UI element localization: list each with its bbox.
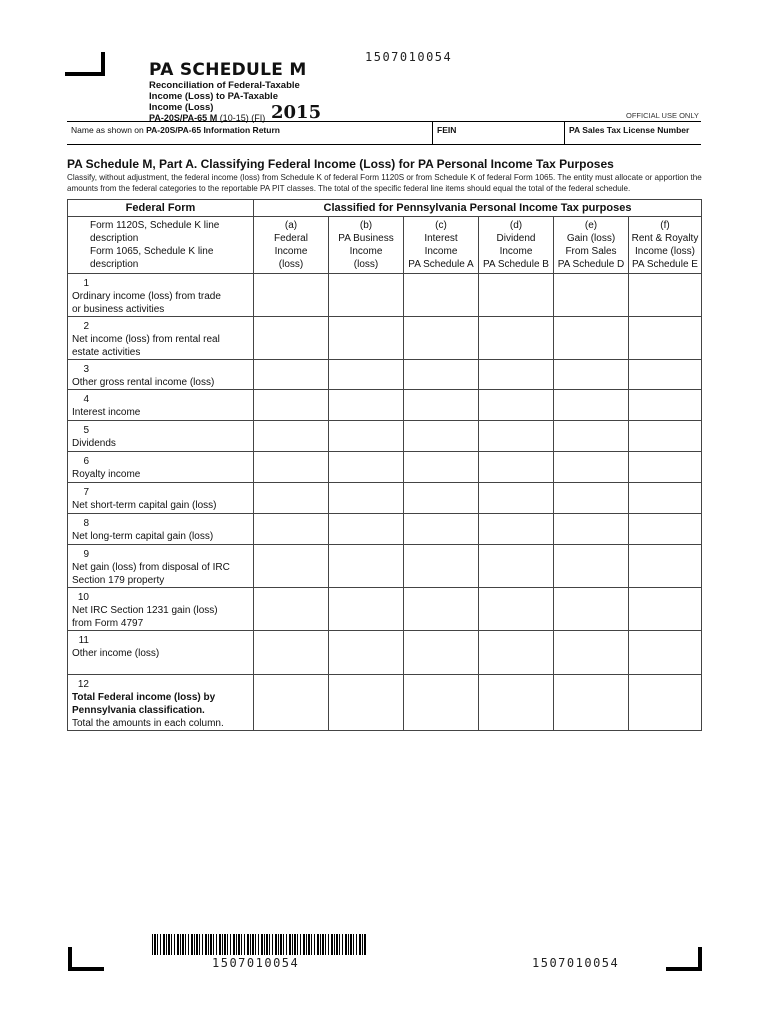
description-line: Form 1065, Schedule K line xyxy=(90,246,214,257)
amount-input-d[interactable] xyxy=(479,317,554,360)
line-label xyxy=(68,483,254,514)
classified-header: Classified for Pennsylvania Personal Income Tax purposes xyxy=(254,200,702,217)
amount-input-b[interactable] xyxy=(329,390,404,421)
amount-input-c[interactable] xyxy=(404,631,479,675)
amount-input-b[interactable] xyxy=(329,274,404,317)
amount-input-e[interactable] xyxy=(554,545,629,588)
line-number: 1 xyxy=(83,278,89,289)
table-row xyxy=(68,274,702,317)
amount-input-d[interactable] xyxy=(479,514,554,545)
total-input-d[interactable] xyxy=(479,675,554,731)
registration-mark-bottom-left xyxy=(68,947,104,971)
description-line: description xyxy=(90,233,139,244)
amount-input-c[interactable] xyxy=(404,390,479,421)
form-code-bold: PA-20S/PA-65 M xyxy=(149,113,218,123)
line-description: Interest income xyxy=(72,407,141,418)
amount-input-e[interactable] xyxy=(554,483,629,514)
total-input-e[interactable] xyxy=(554,675,629,731)
amount-input-f[interactable] xyxy=(629,483,702,514)
line-label xyxy=(68,452,254,483)
column-header-e: (e) Gain (loss) From Sales PA Schedule D xyxy=(554,217,629,274)
amount-input-c[interactable] xyxy=(404,421,479,452)
name-field[interactable] xyxy=(67,122,432,144)
line-description: Dividends xyxy=(72,438,116,449)
amount-input-e[interactable] xyxy=(554,390,629,421)
table-row xyxy=(68,390,702,421)
amount-input-e[interactable] xyxy=(554,274,629,317)
amount-input-c[interactable] xyxy=(404,545,479,588)
total-input-c[interactable] xyxy=(404,675,479,731)
amount-input-f[interactable] xyxy=(629,421,702,452)
total-input-b[interactable] xyxy=(329,675,404,731)
line-number: 8 xyxy=(83,518,89,529)
column-header-a: (a) Federal Income (loss) xyxy=(254,217,329,274)
line-number: 6 xyxy=(83,456,89,467)
column-header-c: (c) Interest Income PA Schedule A xyxy=(404,217,479,274)
amount-input-a[interactable] xyxy=(254,452,329,483)
table-row xyxy=(68,452,702,483)
amount-input-d[interactable] xyxy=(479,483,554,514)
amount-input-f[interactable] xyxy=(629,452,702,483)
line-description: Other gross rental income (loss) xyxy=(72,377,215,388)
entity-id-row xyxy=(67,121,701,145)
official-use-label: OFFICIAL USE ONLY xyxy=(626,111,699,120)
line-number: 3 xyxy=(83,364,89,375)
amount-input-d[interactable] xyxy=(479,390,554,421)
form-id-number-bottom-right: 1507010054 xyxy=(532,956,620,970)
amount-input-b[interactable] xyxy=(329,483,404,514)
amount-input-b[interactable] xyxy=(329,631,404,675)
amount-input-b[interactable] xyxy=(329,545,404,588)
line-number: 2 xyxy=(83,321,89,332)
description-line: description xyxy=(90,259,139,270)
form-code-rest: (10-15) (FI) xyxy=(217,113,266,123)
line-description: Royalty income xyxy=(72,469,141,480)
amount-input-c[interactable] xyxy=(404,483,479,514)
amount-input-f[interactable] xyxy=(629,317,702,360)
amount-input-c[interactable] xyxy=(404,360,479,390)
line-description: Net income (loss) from rental real estate activities xyxy=(72,334,220,358)
tax-year: 2015 xyxy=(271,102,322,123)
amount-input-f[interactable] xyxy=(629,588,702,631)
amount-input-d[interactable] xyxy=(479,631,554,675)
line-label xyxy=(68,631,254,675)
amount-input-a[interactable] xyxy=(254,545,329,588)
federal-form-header: Federal Form xyxy=(68,200,254,217)
line-number: 9 xyxy=(83,549,89,560)
amount-input-d[interactable] xyxy=(479,452,554,483)
description-line: Form 1120S, Schedule K line xyxy=(90,220,220,231)
amount-input-b[interactable] xyxy=(329,360,404,390)
line-label xyxy=(68,421,254,452)
line-number: 4 xyxy=(83,394,89,405)
line-number: 7 xyxy=(83,487,89,498)
column-header-f: (f) Rent & Royalty Income (loss) PA Schedule E xyxy=(629,217,702,274)
amount-input-d[interactable] xyxy=(479,274,554,317)
line-label xyxy=(68,317,254,360)
line-description: Other income (loss) xyxy=(72,648,160,659)
amount-input-f[interactable] xyxy=(629,545,702,588)
table-row xyxy=(68,421,702,452)
amount-input-b[interactable] xyxy=(329,588,404,631)
fein-field[interactable]: FEIN xyxy=(432,122,564,144)
amount-input-e[interactable] xyxy=(554,421,629,452)
amount-input-e[interactable] xyxy=(554,317,629,360)
line-label xyxy=(68,390,254,421)
table-row xyxy=(68,631,702,675)
amount-input-d[interactable] xyxy=(479,545,554,588)
amount-input-f[interactable] xyxy=(629,390,702,421)
total-input-a[interactable] xyxy=(254,675,329,731)
section-heading: PA Schedule M, Part A. Classifying Federal Income (Loss) for PA Personal Income Tax Purposes xyxy=(67,157,614,171)
registration-mark-bottom-right xyxy=(666,947,702,971)
total-line-text: Total the amounts in each column. xyxy=(72,718,224,729)
line-number: 10 xyxy=(77,592,89,603)
amount-input-d[interactable] xyxy=(479,360,554,390)
line-description: Ordinary income (loss) from trade or business activities xyxy=(72,291,221,315)
line-number: 5 xyxy=(83,425,89,436)
sales-tax-license-field[interactable]: PA Sales Tax License Number xyxy=(564,122,701,144)
line-label xyxy=(68,514,254,545)
amount-input-a[interactable] xyxy=(254,421,329,452)
amount-input-e[interactable] xyxy=(554,588,629,631)
amount-input-c[interactable] xyxy=(404,317,479,360)
column-header-d: (d) Dividend Income PA Schedule B xyxy=(479,217,554,274)
line-number: 11 xyxy=(78,635,89,646)
line-label xyxy=(68,588,254,631)
amount-input-a[interactable] xyxy=(254,631,329,675)
amount-input-b[interactable] xyxy=(329,514,404,545)
instructions-text: Classify, without adjustment, the federal income (loss) from Schedule K of federal Form 1120S or from Schedule K of federal Form 1065. The entity must allocate or apportion the amounts from the federal categories to the reportable PA PIT classes. The total of the specific federal line items should equal the total of the federal schedule. xyxy=(67,173,702,193)
table-row xyxy=(68,360,702,390)
amount-input-a[interactable] xyxy=(254,483,329,514)
line-description: Net long-term capital gain (loss) xyxy=(72,531,214,542)
classification-table xyxy=(67,199,702,731)
line-number: 12 xyxy=(77,679,89,690)
amount-input-e[interactable] xyxy=(554,452,629,483)
amount-input-a[interactable] xyxy=(254,514,329,545)
registration-mark-top xyxy=(65,52,105,76)
amount-input-a[interactable] xyxy=(254,390,329,421)
column-header-b: (b) PA Business Income (loss) xyxy=(329,217,404,274)
form-title: PA SCHEDULE M xyxy=(149,60,307,80)
amount-input-c[interactable] xyxy=(404,514,479,545)
total-row xyxy=(68,675,702,731)
form-id-number-bottom-left: 1507010054 xyxy=(212,956,300,970)
line-label xyxy=(68,360,254,390)
line-label xyxy=(68,274,254,317)
amount-input-c[interactable] xyxy=(404,274,479,317)
form-id-number-top: 1507010054 xyxy=(365,50,453,64)
name-label-prefix: Name as shown on xyxy=(71,125,147,135)
line-description: Net short-term capital gain (loss) xyxy=(72,500,217,511)
amount-input-d[interactable] xyxy=(479,588,554,631)
amount-input-b[interactable] xyxy=(329,452,404,483)
line-description: Net IRC Section 1231 gain (loss) from Form 4797 xyxy=(72,605,218,629)
total-input-f[interactable] xyxy=(629,675,702,731)
amount-input-a[interactable] xyxy=(254,588,329,631)
amount-input-e[interactable] xyxy=(554,360,629,390)
total-line-bold-text: Total Federal income (loss) by Pennsylvania classification. xyxy=(72,692,216,716)
amount-input-c[interactable] xyxy=(404,588,479,631)
name-label-bold: PA-20S/PA-65 Information Return xyxy=(146,125,280,135)
amount-input-a[interactable] xyxy=(254,274,329,317)
amount-input-a[interactable] xyxy=(254,360,329,390)
subtitle-line: Income (Loss) xyxy=(149,102,214,113)
amount-input-f[interactable] xyxy=(629,514,702,545)
table-row xyxy=(68,483,702,514)
table-row xyxy=(68,317,702,360)
line-description: Net gain (loss) from disposal of IRC Section 179 property xyxy=(72,562,230,586)
amount-input-b[interactable] xyxy=(329,317,404,360)
table-row xyxy=(68,545,702,588)
amount-input-d[interactable] xyxy=(479,421,554,452)
amount-input-b[interactable] xyxy=(329,421,404,452)
line-label xyxy=(68,545,254,588)
amount-input-e[interactable] xyxy=(554,514,629,545)
total-line-label xyxy=(68,675,254,731)
line-description-header xyxy=(68,217,254,274)
amount-input-f[interactable] xyxy=(629,631,702,675)
amount-input-a[interactable] xyxy=(254,317,329,360)
barcode xyxy=(152,934,366,955)
amount-input-c[interactable] xyxy=(404,452,479,483)
subtitle-line: Reconciliation of Federal-Taxable xyxy=(149,80,300,91)
table-row xyxy=(68,588,702,631)
amount-input-e[interactable] xyxy=(554,631,629,675)
subtitle-line: Income (Loss) to PA-Taxable xyxy=(149,91,278,102)
amount-input-f[interactable] xyxy=(629,274,702,317)
amount-input-f[interactable] xyxy=(629,360,702,390)
table-row xyxy=(68,514,702,545)
